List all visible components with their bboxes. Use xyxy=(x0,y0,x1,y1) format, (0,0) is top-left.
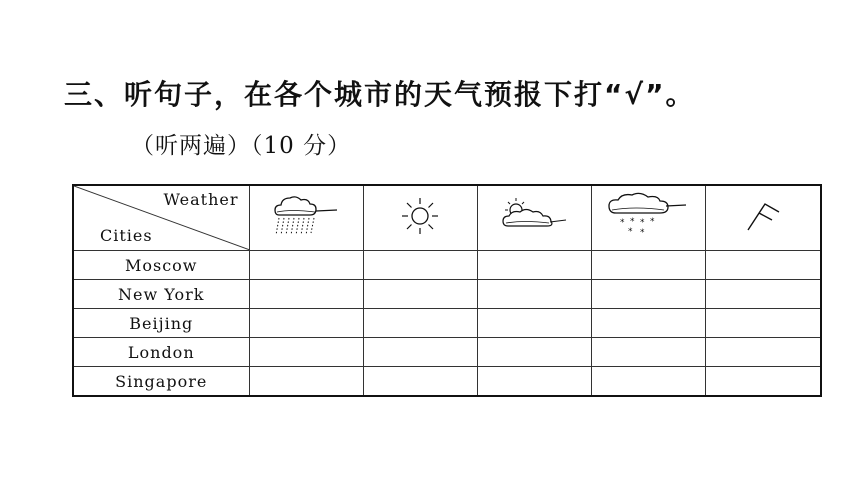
city-name: London xyxy=(73,338,249,367)
sun-cloud-icon xyxy=(500,196,568,236)
check-cell[interactable] xyxy=(477,280,591,309)
check-cell[interactable] xyxy=(249,251,363,280)
check-cell[interactable] xyxy=(705,251,821,280)
table-row xyxy=(73,367,821,397)
check-cell[interactable] xyxy=(249,367,363,397)
rain-cloud-icon xyxy=(271,193,341,239)
sun-icon xyxy=(397,193,443,239)
header-cloudy xyxy=(477,185,591,251)
svg-text:*: * xyxy=(628,227,633,237)
check-cell[interactable] xyxy=(249,280,363,309)
check-cell[interactable] xyxy=(477,251,591,280)
check-cell[interactable] xyxy=(249,309,363,338)
table-row xyxy=(73,251,821,280)
city-name: Moscow xyxy=(73,251,249,280)
table-row xyxy=(73,309,821,338)
weather-header-label: Weather xyxy=(163,190,239,209)
table-row xyxy=(73,338,821,367)
wind-icon xyxy=(743,196,783,236)
check-cell[interactable] xyxy=(705,338,821,367)
svg-text:*: * xyxy=(620,218,625,228)
svg-text:*: * xyxy=(640,218,645,228)
svg-text:*: * xyxy=(640,228,645,238)
weather-table xyxy=(72,184,822,397)
check-cell[interactable] xyxy=(591,280,705,309)
corner-cell xyxy=(73,185,249,251)
svg-text:*: * xyxy=(650,217,655,227)
svg-text:*: * xyxy=(630,217,635,227)
exercise-title: 三、听句子，在各个城市的天气预报下打“√”。 xyxy=(64,78,696,111)
check-cell[interactable] xyxy=(705,280,821,309)
header-rain xyxy=(249,185,363,251)
table-header-row xyxy=(73,185,821,251)
check-cell[interactable] xyxy=(363,367,477,397)
header-snowy xyxy=(591,185,705,251)
check-cell[interactable] xyxy=(705,309,821,338)
city-name: New York xyxy=(73,280,249,309)
header-sunny xyxy=(363,185,477,251)
check-cell[interactable] xyxy=(591,338,705,367)
city-name: Beijing xyxy=(73,309,249,338)
check-cell[interactable] xyxy=(363,338,477,367)
table-row xyxy=(73,280,821,309)
check-cell[interactable] xyxy=(591,251,705,280)
exercise-subtitle: （听两遍）（10 分） xyxy=(131,133,352,159)
check-cell[interactable] xyxy=(363,251,477,280)
check-cell[interactable] xyxy=(363,309,477,338)
check-cell[interactable] xyxy=(591,367,705,397)
check-cell[interactable] xyxy=(249,338,363,367)
check-cell[interactable] xyxy=(363,280,477,309)
check-cell[interactable] xyxy=(705,367,821,397)
cities-header-label: Cities xyxy=(100,226,153,245)
check-cell[interactable] xyxy=(591,309,705,338)
city-name: Singapore xyxy=(73,367,249,397)
check-cell[interactable] xyxy=(477,367,591,397)
snow-cloud-icon xyxy=(606,191,690,241)
check-cell[interactable] xyxy=(477,338,591,367)
header-windy xyxy=(705,185,821,251)
check-cell[interactable] xyxy=(477,309,591,338)
